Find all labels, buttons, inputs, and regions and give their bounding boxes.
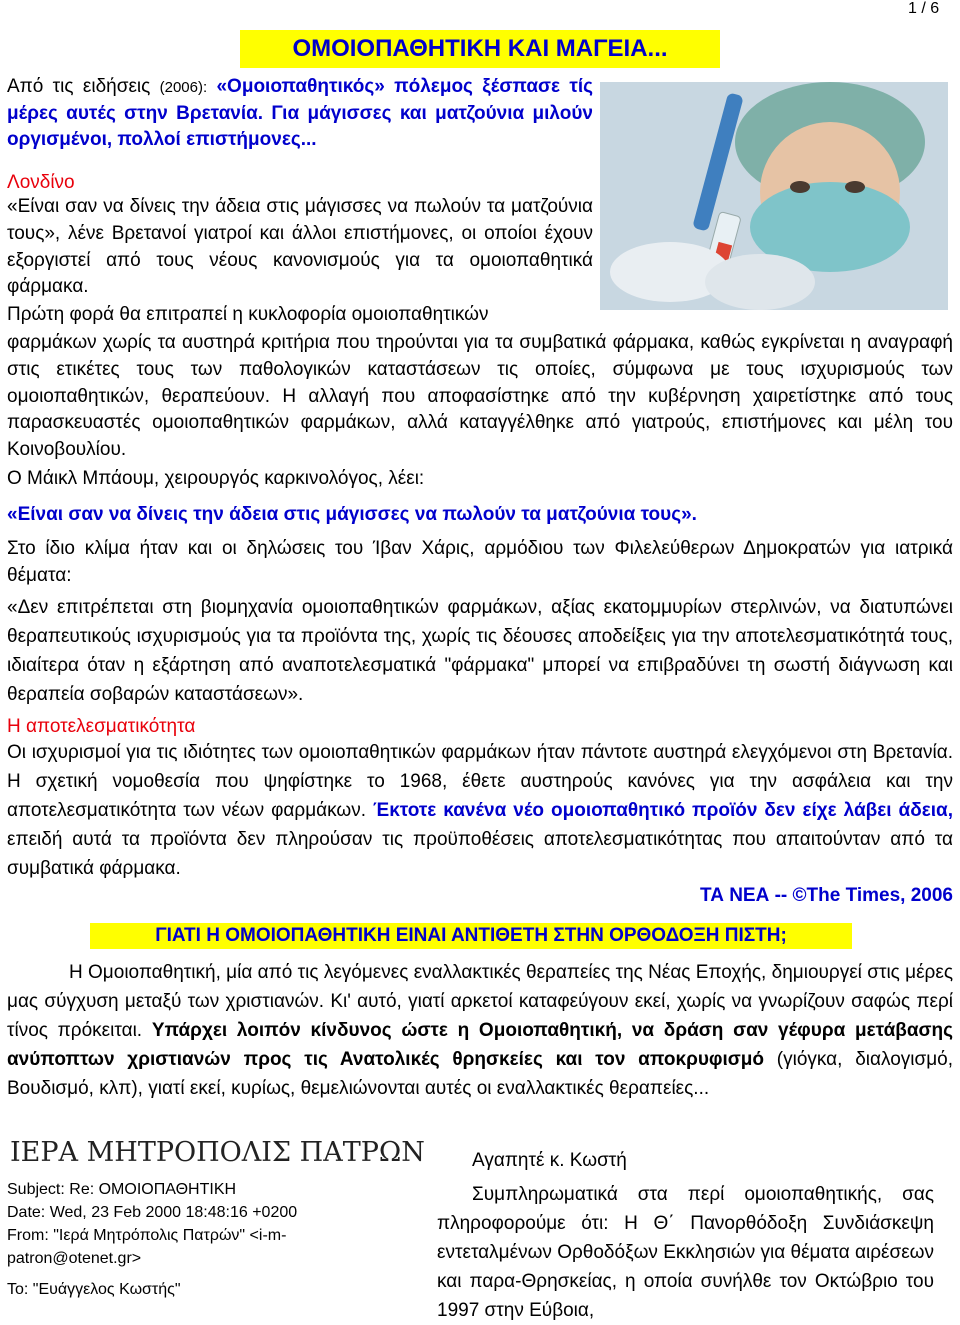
section-2-text-b: (γιόγκα, διαλογισμό, Βουδισμό, κλπ), γιατί εκεί, κυρίως, θεμελιώνονται αυτές οι εναλλακτικές θεραπείες... [7, 1049, 954, 1099]
letter-greeting: Αγαπητέ κ. Κωστή [472, 1150, 627, 1171]
effectiveness-text-b: επειδή αυτά τα προϊόντα δεν πληρούσαν τις προϋποθέσεις αποτελεσματικότητας που απαιτούνταν από τα συμβατικά φάρμακα. [7, 829, 953, 879]
email-date: Date: Wed, 23 Feb 2000 18:48:16 +0200 [7, 1204, 298, 1221]
scientist-photo [600, 82, 948, 310]
email-subject: Subject: Re: ΟΜΟΙΟΠΑΘΗΤΙΚΗ [7, 1181, 237, 1198]
intro-prefix: Από τις ειδήσεις [7, 76, 151, 97]
metropolis-logo: ΙΕΡΑ ΜΗΤΡΟΠΟΛΙΣ ΠΑΤΡΩΝ [10, 1137, 425, 1168]
email-to: To: "Ευάγγελος Κωστής" [7, 1281, 181, 1298]
section-2-text-bold: Υπάρχει λοιπόν κίνδυνος ώστε η Ομοιοπαθητική, να δράση σαν γέφυρα μετάβασης ανύποπτων χριστιανών προς τις Ανατολικές θρησκείες και τον αποκρυφισμό [7, 1020, 954, 1070]
page-number: 1 / 6 [908, 0, 940, 17]
intro-year: (2006): [159, 79, 208, 96]
intro-paragraph [7, 74, 593, 153]
page-title: ΟΜΟΙΟΠΑΘΗΤΙΚΗ ΚΑΙ ΜΑΓΕΙΑ... [240, 30, 720, 68]
letter-body: Συμπληρωματικά στα περί ομοιοπαθητικής, σας πληροφορούμε ότι: Η Θ΄ Πανορθόδοξη Συνδιάσκεψη εντεταλμένων Ορθοδόξων Εκκλησιών για θέματα αιρέσεων και παρα-Θρησκείας, η οποία συνήλθε τον Οκτώβριο του 1997 στην Εύβοια, [437, 1184, 934, 1321]
intro-headline-b: ξέσπασε τίς μέρες αυτές στην Βρετανία. Για μάγισσες και ματζούνια μιλούν οργισμένοι, πολλοί επιστήμονες... [7, 76, 593, 150]
london-label: Λονδίνο [7, 172, 75, 193]
baum-quote: «Είναι σαν να δίνεις την άδεια στις μάγισσες να πωλούν τα ματζούνια τους». [7, 504, 697, 525]
effectiveness-text-blue: Έκτοτε κανένα νέο ομοιοπαθητικό προϊόν δεν είχε λάβει άδεια, [372, 800, 953, 821]
london-paragraph-3: Ο Μάικλ Μπάουμ, χειρουργός καρκινολόγος, λέει: [7, 468, 425, 489]
london-paragraph-4: Στο ίδιο κλίμα ήταν και οι δηλώσεις του Ίβαν Χάρις, αρμόδιου των Φιλελεύθερων Δημοκρατών για ιατρικά θέματα: [7, 538, 953, 586]
email-from: From: "Ιερά Μητρόπολις Πατρών" <i-m-patron@otenet.gr> [7, 1227, 287, 1267]
london-paragraph-2: φαρμάκων χωρίς τα αυστηρά κριτήρια που τηρούνται για τα συμβατικά φάρμακα, καθώς εγκρίνεται η αναγραφή στις ετικέτες τους των παθολογικών καταστάσεων τις οποίες, σύμφωνα με τους ισχυρισμούς των ομοιοπαθητικών, θεραπεύουν. Η αλλαγή που αποφασίστηκε από την κυβέρνηση χαιρετίστηκε από τους παρασκευαστές ομοιοπαθητικών φαρμάκων, αλλά καταγγέλθηκε από γιατρούς, επιστήμονες και μέλη του Κοινοβουλίου. [7, 332, 953, 461]
news-source: ΤΑ ΝΕΑ -- ©The Times, 2006 [700, 885, 953, 906]
section-2-paragraph [7, 958, 953, 1103]
scientist-illustration [600, 82, 948, 310]
effectiveness-paragraph [7, 738, 953, 883]
london-paragraph-1: «Είναι σαν να δίνεις την άδεια στις μάγισσες να πωλούν τα ματζούνια τους», λένε Βρετανοί γιατροί και άλλοι επιστήμονες, οι οποίοι έχουν εξοργιστεί από τους νέους κανονισμούς για τα ομοιοπαθητικά φάρμακα. [7, 196, 593, 298]
section-2-text-a: Η Ομοιοπαθητική, μία από τις λεγόμενες εναλλακτικές θεραπείες της Νέας Εποχής, δημιουργεί στις μέρες μας σύγχυση μεταξύ των χριστιανών. Κι' αυτό, γιατί αρκετοί καταφεύγουν εκεί, χωρίς να γνωρίζουν σαφώς περί τίνος πρόκειται. [7, 962, 953, 1041]
effectiveness-label: Η αποτελεσματικότητα [7, 716, 196, 737]
intro-headline-a: «Ομοιοπαθητικός» πόλεμος [216, 76, 473, 97]
london-paragraph-2-line1: Πρώτη φορά θα επιτραπεί η κυκλοφορία ομοιοπαθητικών [7, 304, 489, 325]
effectiveness-text-a: Οι ισχυρισμοί για τις ιδιότητες των ομοιοπαθητικών φαρμάκων ήταν πάντοτε αυστηρά ελεγχόμενοι στη Βρετανία. Η σχετική νομοθεσία που ψηφίστηκε το 1968, έθετε αυστηρούς κανόνες για την ασφάλεια και την αποτελεσματικότητα των νέων φαρμάκων. [7, 742, 953, 821]
harris-quote: «Δεν επιτρέπεται στη βιομηχανία ομοιοπαθητικών φαρμάκων, αξίας εκατομμυρίων στερλινών, να διατυπώνει θεραπευτικούς ισχυρισμούς για τα προϊόντα της, χωρίς τις δέουσες αποδείξεις για την αποτελεσματικότητά τους, ιδιαίτερα όταν η εξάρτηση από αναποτελεσματικά "φάρμακα" μπορεί να επιβραδύνει τη σωστή διάγνωση και θεραπεία σοβαρών καταστάσεων». [7, 597, 953, 705]
section-2-title: ΓΙΑΤΙ Η ΟΜΟΙΟΠΑΘΗΤΙΚΗ ΕΙΝΑΙ ΑΝΤΙΘΕΤΗ ΣΤΗΝ ΟΡΘΟΔΟΞΗ ΠΙΣΤΗ; [90, 923, 852, 949]
